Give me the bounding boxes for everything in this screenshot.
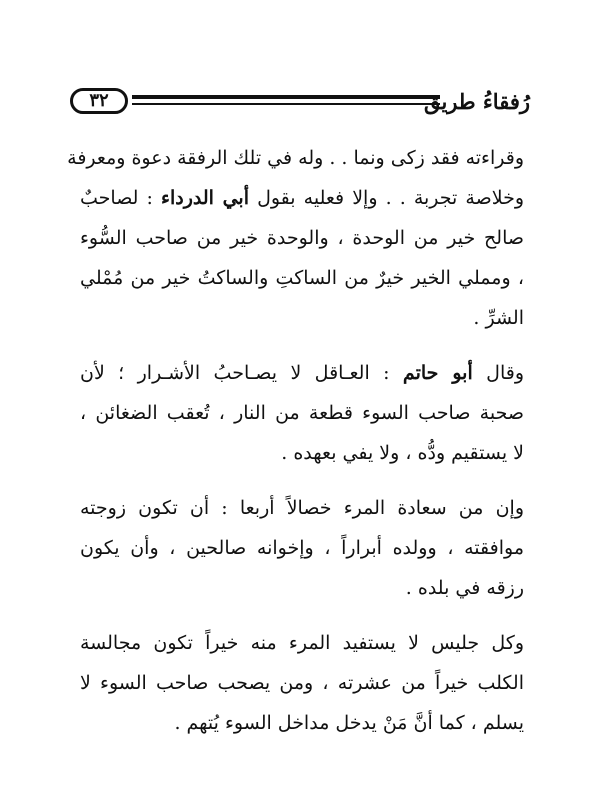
- text-line: وقال أبو حاتم : العـاقل لا يصـاحبُ الأشـرار ؛ لأن: [80, 362, 524, 384]
- text-line: موافقته ، وولده أبراراً ، وإخوانه صالحين ، وأن يكون: [80, 537, 524, 559]
- text-line: وقراءته فقد زكى ونما . . وله في تلك الرفقة دعوة ومعرفة: [67, 147, 524, 169]
- text-line: يسلم ، كما أنَّ مَنْ يدخل مداخل السوء يُتهم .: [174, 712, 524, 734]
- text-line: صحبة صاحب السوء قطعة من النار ، تُعقب الضغائن ،: [80, 402, 524, 424]
- text-line: صالح خير من الوحدة ، والوحدة خير من صاحب السُّوء: [80, 227, 524, 249]
- text-line: وإن من سعادة المرء خصالاً أربعا : أن تكون زوجته: [80, 497, 524, 519]
- page-number: ٣٢: [70, 88, 128, 114]
- text-line: وكل جليس لا يستفيد المرء منه خيراً تكون مجالسة: [80, 632, 524, 654]
- text-line: الشرِّ .: [473, 307, 524, 329]
- header-rule: [132, 95, 440, 105]
- text-line: لا يستقيم ودُّه ، ولا يفي بعهده .: [281, 442, 524, 464]
- text-line: ، ومملي الخير خيرٌ من الساكتِ والساكتُ خير من مُمْلي: [80, 267, 524, 289]
- running-title: رُفقاءُ طريق: [423, 89, 530, 114]
- name-abu-darda: أبي الدرداء: [161, 187, 249, 209]
- paragraph-1: [67, 138, 524, 338]
- page-header: [70, 88, 530, 118]
- text-line: رزقه في بلده .: [405, 577, 524, 599]
- paragraph-2: [80, 353, 524, 473]
- name-abu-hatim: أبو حاتم: [402, 362, 473, 384]
- text-line: الكلب خيراً من عشرته ، ومن يصحب صاحب السوء لا: [80, 672, 524, 694]
- paragraph-4: [80, 623, 524, 743]
- page-body: [67, 138, 524, 743]
- text-line: وخلاصة تجربة . . وإلا فعليه بقول أبي الدرداء : لصاحبٌ: [80, 187, 524, 209]
- paragraph-3: [80, 488, 524, 608]
